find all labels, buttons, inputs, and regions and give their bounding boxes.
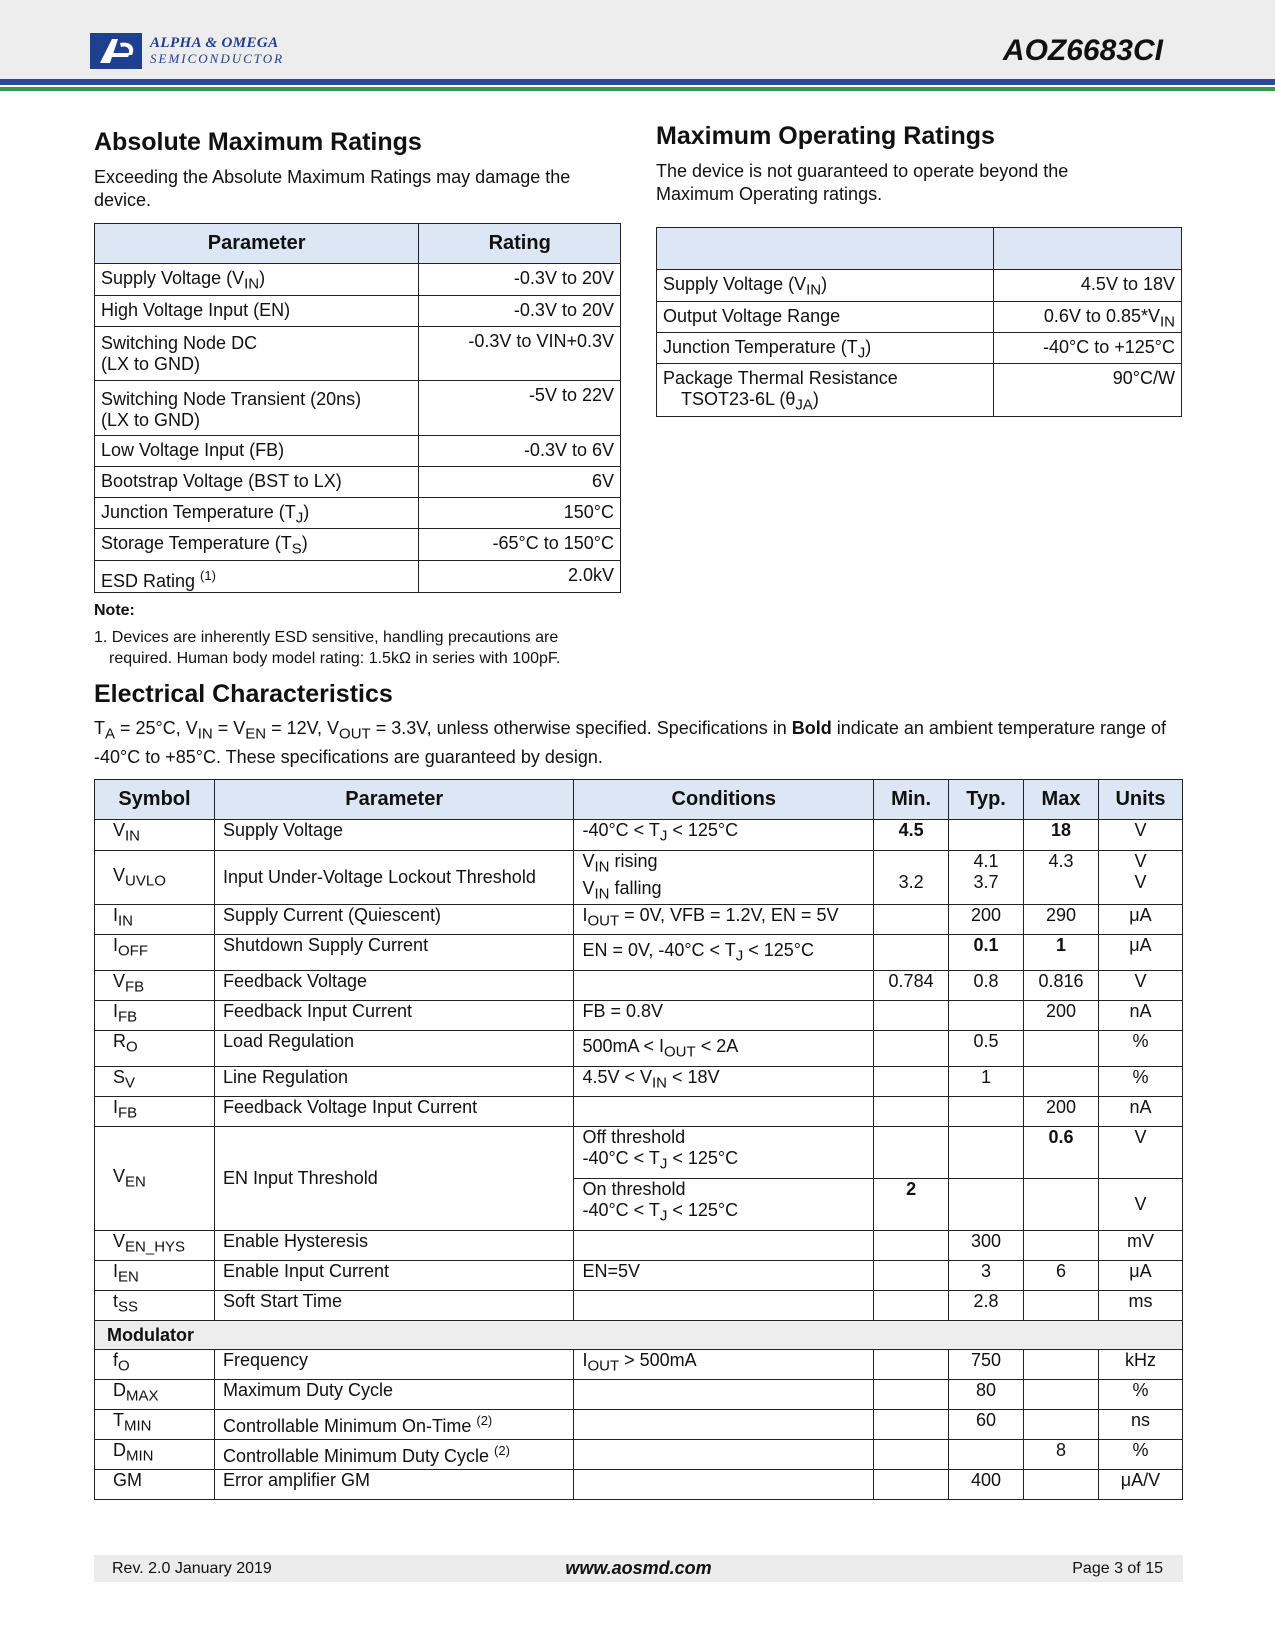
abs-max-table — [94, 223, 621, 593]
table-row: Supply Voltage $(V_{IN})$ 4.5V to 18V — [657, 270, 1182, 302]
logo-line1: ALPHA & OMEGA — [150, 35, 279, 51]
part-number: AOZ6683CI — [1002, 34, 1163, 67]
table-row: $f_O$ Frequency $I_{OUT} > 500mA$ 750 kHz — [95, 1350, 1183, 1380]
table-row: $I_{FB}$ Feedback Voltage Input Current 200 nA — [95, 1097, 1183, 1127]
table-row: Output Voltage Range 0.6V to $0.85*V_{IN}$ — [657, 301, 1182, 332]
col-rating: Rating — [419, 224, 621, 264]
table-row: $V_{UVLO}$ Input Under-Voltage Lockout Threshold $V_{IN}$ rising $V_{IN}$ falling 3.2 4.1 3.7 4.3 V V — [95, 851, 1183, 905]
header-green-bar — [0, 87, 1275, 91]
table-header-row — [95, 224, 621, 264]
table-row: Switching Node DC (LX to GND) -0.3V to VIN+0.3V — [95, 326, 621, 380]
table-row: On threshold $-40^\circ C < T_J < 125^\circ C$ 2 V — [95, 1179, 1183, 1231]
modulator-section-row: Modulator — [95, 1321, 1183, 1350]
table-row: $V_{EN\_HYS}$ Enable Hysteresis 300 mV — [95, 1231, 1183, 1261]
ec-section — [94, 680, 1184, 769]
alpha-omega-logo-icon — [90, 33, 142, 69]
table-row: Bootstrap Voltage (BST to LX) 6V — [95, 466, 621, 497]
table-row: Storage Temperature $(T_S)$ -65°C to 150°C — [95, 529, 621, 561]
col-rating — [994, 228, 1182, 270]
max-op-section — [656, 122, 1182, 206]
page-footer — [94, 1555, 1183, 1582]
header-blue-bar — [0, 79, 1275, 85]
max-op-table — [656, 227, 1182, 417]
table-row: High Voltage Input (EN) -0.3V to 20V — [95, 295, 621, 326]
note-text-1: 1. Devices are inherently ESD sensitive, handling precautions are — [94, 629, 559, 646]
table-row: $V_{FB}$ Feedback Voltage 0.784 0.8 0.816 V — [95, 971, 1183, 1001]
col-parameter — [657, 228, 994, 270]
table-row: Supply Voltage $(V_{IN})$ -0.3V to 20V — [95, 264, 621, 296]
abs-max-title: Absolute Maximum Ratings — [94, 128, 422, 156]
table-row: $S_V$ Line Regulation $4.5V < V_{IN} < 18V$ 1 % — [95, 1067, 1183, 1097]
note-text-2: required. Human body model rating: 1.5kΩ in series with 100pF. — [109, 650, 561, 667]
table-row: $I_{OFF}$ Shutdown Supply Current EN = 0V, $-40^\circ C < T_J < 125^\circ C$ 0.1 1 μA — [95, 935, 1183, 971]
max-op-description: The device is not guaranteed to operate beyond the Maximum Operating ratings. — [656, 161, 1069, 204]
table-row: $t_{SS}$ Soft Start Time 2.8 ms — [95, 1291, 1183, 1321]
table-row: $I_{EN}$ Enable Input Current EN=5V 3 6 μA — [95, 1261, 1183, 1291]
abs-max-section — [94, 128, 621, 212]
table-row: Switching Node Transient (20ns) (LX to GND) -5V to 22V — [95, 380, 621, 435]
abs-max-description: Exceeding the Absolute Maximum Ratings may damage the device. — [94, 167, 571, 210]
footer-page-number: Page 3 of 15 — [1072, 1560, 1163, 1577]
ec-table — [94, 779, 1183, 1500]
table-row: $I_{IN}$ Supply Current (Quiescent) $I_{OUT} = 0V$, VFB = 1.2V, EN = 5V 200 290 μA — [95, 905, 1183, 935]
note-title: Note: — [94, 602, 135, 619]
ec-title: Electrical Characteristics — [94, 680, 393, 708]
table-row: Package Thermal Resistance TSOT23-6L $(\theta_{JA})$ 90°C/W — [657, 364, 1182, 417]
abs-max-note — [94, 600, 634, 669]
table-row: $V_{IN}$ Supply Voltage $-40^\circ C < T_J < 125^\circ C$ 4.5 18 V — [95, 820, 1183, 851]
table-row: $I_{FB}$ Feedback Input Current FB = 0.8V 200 nA — [95, 1001, 1183, 1031]
table-row: $D_{MAX}$ Maximum Duty Cycle 80 % — [95, 1380, 1183, 1410]
table-row: $T_{MIN}$ Controllable Minimum On-Time $^{(2)}$ 60 ns — [95, 1410, 1183, 1440]
footer-revision: Rev. 2.0 January 2019 — [112, 1560, 272, 1577]
max-op-title: Maximum Operating Ratings — [656, 122, 995, 150]
col-parameter: Parameter — [95, 224, 419, 264]
table-row: $D_{MIN}$ Controllable Minimum Duty Cycle $^{(2)}$ 8 % — [95, 1440, 1183, 1470]
ec-conditions: $T_A = 25^\circ C$, $V_{IN} = V_{EN} = 12V$, $V_{OUT} = 3.3V$, unless otherwise specified. Specifications in Bold indicate an ambient temperature range of -40°C to +85°C. These specifications are guaranteed by design. — [94, 718, 1167, 767]
table-row: $V_{EN}$ EN Input Threshold Off threshold $-40^\circ C < T_J < 125^\circ C$ 0.6 V — [95, 1127, 1183, 1179]
table-row: GM Error amplifier GM 400 μA/V — [95, 1470, 1183, 1500]
table-header-row — [657, 228, 1182, 270]
company-logo — [90, 33, 284, 69]
table-row: ESD Rating $^{(1)}$ 2.0kV — [95, 560, 621, 592]
table-row: Junction Temperature $(T_J)$ 150°C — [95, 497, 621, 529]
table-row: $R_O$ Load Regulation $500mA < I_{OUT} < 2A$ 0.5 % — [95, 1031, 1183, 1067]
table-row: Junction Temperature $(T_J)$ -40°C to +125°C — [657, 332, 1182, 364]
table-header-row: Symbol Parameter Conditions Min. Typ. Max Units — [95, 780, 1183, 820]
footer-website-link[interactable]: www.aosmd.com — [565, 1558, 712, 1578]
logo-line2: SEMICONDUCTOR — [150, 51, 285, 66]
table-row: Low Voltage Input (FB) -0.3V to 6V — [95, 435, 621, 466]
